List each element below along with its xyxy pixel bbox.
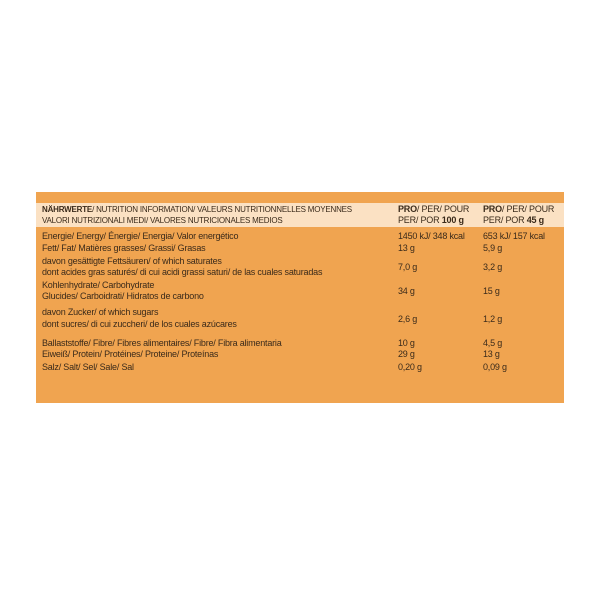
row-sugars-label: davon Zucker/ of which sugars [42, 307, 159, 317]
row-protein-100g: 29 g [398, 349, 415, 359]
header-title-line2: VALORI NUTRIZIONALI MEDI/ VALORES NUTRICIONALES MEDIOS [42, 216, 283, 225]
row-carbohydrate-100g: 34 g [398, 286, 415, 296]
row-sugars-45g: 1,2 g [483, 314, 503, 324]
row-fat-45g: 5,9 g [483, 243, 503, 253]
col-100g-rest: / PER/ POUR [416, 204, 470, 214]
row-protein-label: Eiweiß/ Protein/ Protéines/ Proteine/ Proteínas [42, 349, 219, 359]
col-100g-per: PER/ POR [398, 215, 440, 225]
header-col-100g [398, 204, 469, 215]
row-salt-label: Salz/ Salt/ Sel/ Sale/ Sal [42, 362, 134, 372]
header-col-100g-line2 [398, 215, 464, 226]
header-title-rest: / NUTRITION INFORMATION/ VALEURS NUTRITIONNELLES MOYENNES [92, 205, 352, 214]
header-title [42, 204, 352, 215]
row-energy-45g: 653 kJ/ 157 kcal [483, 231, 545, 241]
row-saturates-100g: 7,0 g [398, 262, 418, 272]
row-salt-45g: 0,09 g [483, 362, 507, 372]
nutrition-table [36, 192, 564, 403]
row-carbohydrate-label2: Glucides/ Carboidrati/ Hidratos de carbono [42, 291, 204, 301]
row-protein-45g: 13 g [483, 349, 500, 359]
row-fibre-label: Ballaststoffe/ Fibre/ Fibres alimentaires/ Fibre/ Fibra alimentaria [42, 338, 282, 348]
row-fat-100g: 13 g [398, 243, 415, 253]
header-col-45g [483, 204, 554, 215]
header-title-bold: NÄHRWERTE [42, 205, 93, 214]
row-sugars-label2: dont sucres/ di cui zuccheri/ de los cuales azúcares [42, 319, 237, 329]
row-salt-100g: 0,20 g [398, 362, 422, 372]
col-45g-bold: PRO [483, 204, 502, 214]
row-saturates-45g: 3,2 g [483, 262, 503, 272]
col-45g-amount: 45 g [526, 215, 544, 225]
col-100g-bold: PRO [398, 204, 417, 214]
col-45g-per: PER/ POR [483, 215, 525, 225]
row-energy-label: Energie/ Energy/ Énergie/ Energia/ Valor energético [42, 231, 239, 241]
row-energy-100g: 1450 kJ/ 348 kcal [398, 231, 465, 241]
header-col-45g-line2 [483, 215, 544, 226]
row-sugars-100g: 2,6 g [398, 314, 418, 324]
row-carbohydrate-label: Kohlenhydrate/ Carbohydrate [42, 280, 155, 290]
row-saturates-label2: dont acides gras saturés/ di cui acidi grassi saturi/ de las cuales saturadas [42, 267, 323, 277]
col-45g-rest: / PER/ POUR [501, 204, 555, 214]
row-saturates-label: davon gesättigte Fettsäuren/ of which saturates [42, 256, 222, 266]
row-fat-label: Fett/ Fat/ Matières grasses/ Grassi/ Grasas [42, 243, 206, 253]
col-100g-amount: 100 g [441, 215, 464, 225]
row-fibre-100g: 10 g [398, 338, 415, 348]
row-carbohydrate-45g: 15 g [483, 286, 500, 296]
row-fibre-45g: 4,5 g [483, 338, 503, 348]
table-header [36, 203, 564, 227]
